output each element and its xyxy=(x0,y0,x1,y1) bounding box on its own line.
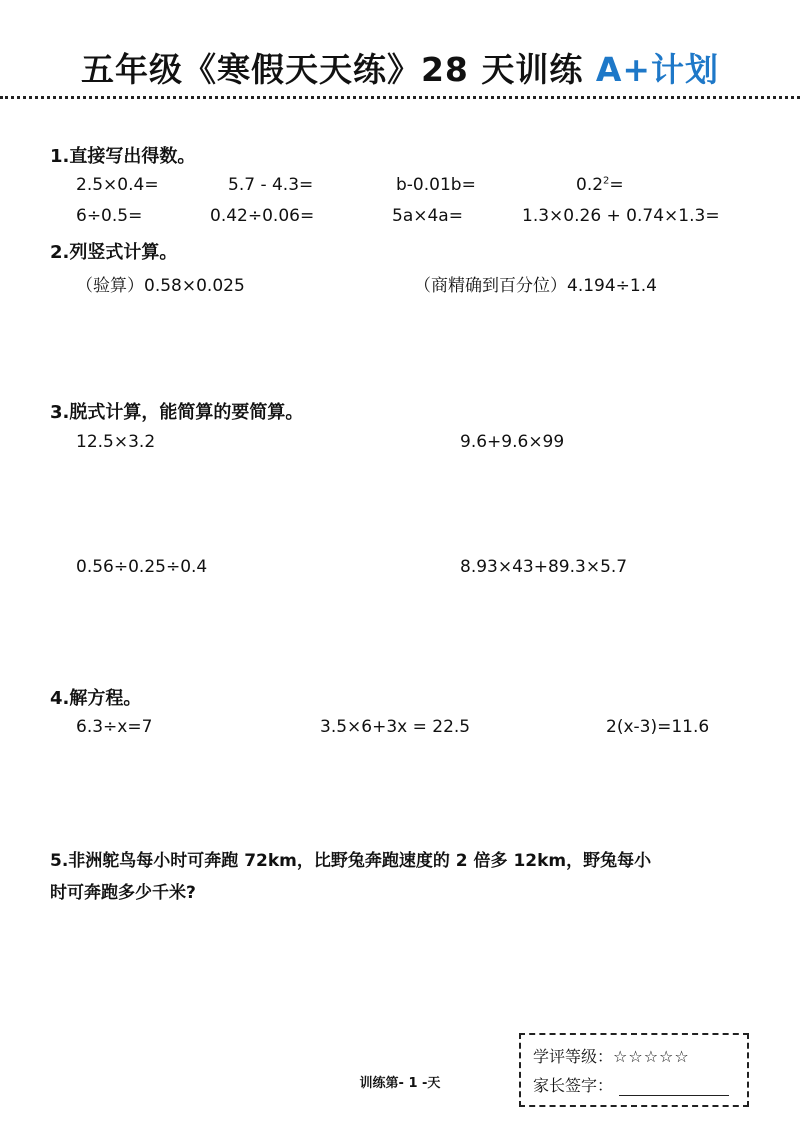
dotted-divider xyxy=(0,96,800,99)
s1-item-4-base: 0.2 xyxy=(576,175,604,195)
day-label: 训练第- 1 -天 xyxy=(359,1076,441,1091)
section-4-heading: 4.解方程。 xyxy=(50,688,142,709)
section-3-heading: 3.脱式计算，能简算的要简算。 xyxy=(50,402,304,423)
section-5-line-2: 时可奔跑多少千米? xyxy=(50,883,196,903)
s3-item-4: 8.93×43+89.3×5.7 xyxy=(460,557,628,577)
s1-item-8: 1.3×0.26 + 0.74×1.3= xyxy=(522,206,720,226)
signature-label: 家长签字： xyxy=(533,1076,614,1095)
title-accent: A+计划 xyxy=(595,50,720,89)
section-5-line-1: 5.非洲鸵鸟每小时可奔跑 72km，比野兔奔跑速度的 2 倍多 12km，野兔每小 xyxy=(50,851,652,871)
page-title xyxy=(0,44,800,91)
signature-line[interactable] xyxy=(619,1077,729,1096)
section-2-heading: 2.列竖式计算。 xyxy=(50,242,178,263)
evaluation-box xyxy=(519,1033,749,1107)
star-rating-icon[interactable]: ☆☆☆☆☆ xyxy=(613,1047,690,1066)
s1-item-2: 5.7 - 4.3= xyxy=(228,175,314,195)
s1-item-4-suffix: = xyxy=(609,175,624,195)
signature-row xyxy=(533,1073,729,1096)
s4-item-1: 6.3÷x=7 xyxy=(76,717,153,737)
s3-item-3: 0.56÷0.25÷0.4 xyxy=(76,557,208,577)
s1-item-3: b-0.01b= xyxy=(396,175,476,195)
grade-label: 学评等级： xyxy=(533,1047,614,1066)
s1-item-4-exponent: 2 xyxy=(603,175,610,187)
s2-item-2: （商精确到百分位）4.194÷1.4 xyxy=(414,276,657,296)
s4-item-3: 2(x-3)=11.6 xyxy=(606,717,710,737)
s2-item-1: （验算）0.58×0.025 xyxy=(76,276,245,296)
s4-item-2: 3.5×6+3x = 22.5 xyxy=(320,717,471,737)
s3-item-1: 12.5×3.2 xyxy=(76,432,156,452)
grade-row xyxy=(533,1044,690,1067)
title-main: 五年级《寒假天天练》28 天训练 xyxy=(80,50,596,89)
s1-item-5: 6÷0.5= xyxy=(76,206,143,226)
s1-item-4 xyxy=(576,175,624,195)
s1-item-7: 5a×4a= xyxy=(392,206,463,226)
s3-item-2: 9.6+9.6×99 xyxy=(460,432,565,452)
s1-item-6: 0.42÷0.06= xyxy=(210,206,315,226)
s1-item-1: 2.5×0.4= xyxy=(76,175,159,195)
section-1-heading: 1.直接写出得数。 xyxy=(50,146,196,167)
